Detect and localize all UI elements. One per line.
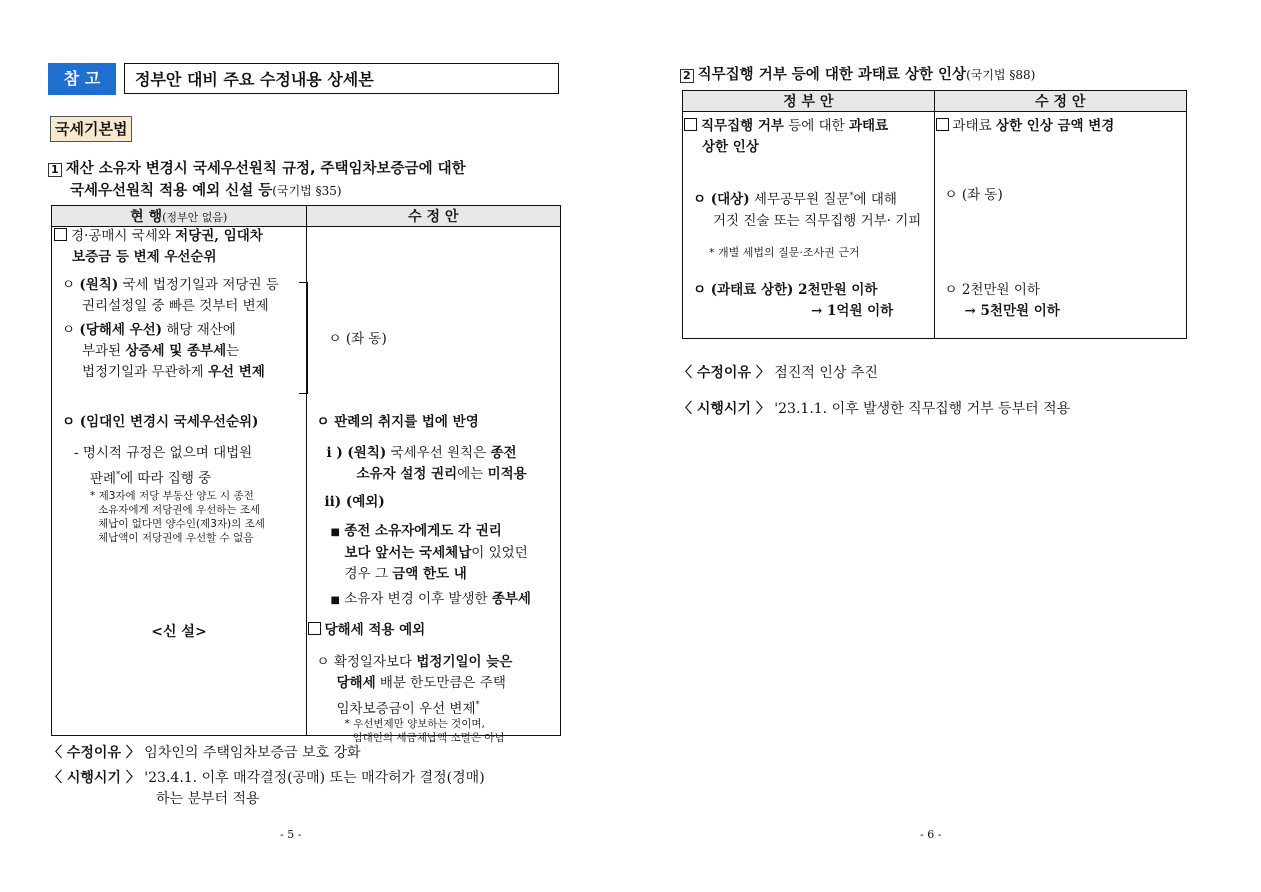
revised-exception-ii: ii) (예외) xyxy=(324,494,385,510)
reason-line-left xyxy=(48,742,361,762)
revised-deposit-priority: ㅇ 확정일자보다 법정기일이 늦은 당해세 배분 한도만큼은 주택 임차보증금이 우선 변제* xyxy=(316,654,513,717)
current-box-item: 경·공매시 국세와 저당권, 임대차 보증금 등 변제 우선순위 xyxy=(54,226,306,268)
revised-same-as-left: ㅇ (좌 동) xyxy=(944,187,1003,203)
ref-tag: 참 고 xyxy=(48,63,116,95)
revised-exception-bullet-2: ■ 소유자 변경 이후 발생한 종부세 xyxy=(330,591,531,607)
revised-reflect-precedent: ㅇ 판례의 취지를 법에 반영 xyxy=(316,414,479,430)
government-box-item: 직무집행 거부 등에 대한 과태료 상한 인상 xyxy=(684,116,932,158)
current-local-tax-priority: ㅇ (당해세 우선) 해당 재산에 부과된 상증세 및 종부세는 법정기일과 무관하게 우선 변제 xyxy=(62,322,265,380)
government-fine-cap: ㅇ (과태료 상한) 2천만원 이하 → 1억원 이하 xyxy=(693,282,894,319)
comparison-table-1 xyxy=(51,205,561,744)
revised-fine-cap: ㅇ 2천만원 이하 → 5천만원 이하 xyxy=(944,282,1060,319)
effective-text-1: '23.4.1. 이후 매각결정(공매) 또는 매각허가 결정(경매) xyxy=(144,770,485,786)
reason-label: 〈 수정이유 〉 xyxy=(48,745,140,761)
revised-cell-2 xyxy=(934,112,1187,339)
section-1-heading xyxy=(48,158,563,202)
section-ref: (국기법 §35) xyxy=(272,184,342,198)
current-principle: ㅇ (원칙) 국세 법정기일과 저당권 등 권리설정일 중 빠른 것부터 변제 xyxy=(62,277,279,314)
col-head-government: 정 부 안 xyxy=(683,91,935,112)
government-cell xyxy=(683,112,935,339)
effective-label: 〈 시행시기 〉 xyxy=(678,401,770,417)
revised-footnote: * 우선변제만 양보하는 것이며, 임대인의 세금체납액 소멸은 아님 xyxy=(344,718,505,744)
effective-label: 〈 시행시기 〉 xyxy=(48,770,140,786)
revised-box-item: 과태료 상한 인상 금액 변경 xyxy=(936,116,1186,137)
comparison-table-2 xyxy=(682,90,1187,339)
effective-text: '23.1.1. 이후 발생한 직무집행 거부 등부터 적용 xyxy=(774,401,1071,417)
section-number: 1 xyxy=(48,163,62,177)
reason-text: 점진적 인상 추진 xyxy=(774,365,878,381)
current-dash-item: - 명시적 규정은 없으며 대법원 판례*에 따라 집행 중 xyxy=(74,445,253,487)
bracket-shape xyxy=(299,282,308,394)
government-footnote: * 개별 세법의 질문·조사권 근거 xyxy=(709,246,860,259)
page-number-5: - 5 - xyxy=(280,828,302,841)
effective-text-2: 하는 분부터 적용 xyxy=(156,791,260,807)
col-head-revised: 수 정 안 xyxy=(934,91,1187,112)
effective-line-right xyxy=(678,398,1070,418)
current-footnote: * 제3자에 저당 부동산 양도 시 종전 소유자에게 저당권에 우선하는 조세 체납이 없다면 양수인(제3자)의 조세 체납액이 저당권에 우선할 수 없음 xyxy=(90,490,265,544)
square-bullet-icon xyxy=(308,622,321,635)
law-tag: 국세기본법 xyxy=(50,116,132,142)
current-landlord-change: ㅇ (임대인 변경시 국세우선순위) xyxy=(62,414,259,430)
government-target: ㅇ (대상) 세무공무원 질문*에 대해 거짓 진술 또는 직무집행 거부· 기피 xyxy=(693,191,922,229)
revised-exception-bullet-1: ■ 종전 소유자에게도 각 권리 보다 앞서는 국세체납이 있었던 경우 그 금액 한도 내 xyxy=(330,523,528,582)
effective-line-left xyxy=(48,768,485,810)
revised-principle-i: i ) (원칙) 국세우선 원칙은 종전 소유자 설정 권리에는 미적용 xyxy=(326,445,527,482)
revised-box-item-2: 당해세 적용 예외 xyxy=(308,620,426,641)
page-number-6: - 6 - xyxy=(920,828,942,841)
col-head-current: 현 행(정부안 없음) xyxy=(52,206,307,227)
section-title-line2: 국세우선원칙 적용 예외 신설 등 xyxy=(70,183,273,199)
revised-cell xyxy=(306,227,561,744)
section-2-heading: 2 직무집행 거부 등에 대한 과태료 상한 인상(국기법 §88) xyxy=(680,63,1035,84)
square-bullet-icon xyxy=(936,118,949,131)
square-bullet-icon xyxy=(684,118,697,131)
page-title: 정부안 대비 주요 수정내용 상세본 xyxy=(124,63,559,94)
col-head-revised: 수 정 안 xyxy=(306,206,561,227)
reason-text: 임차인의 주택임차보증금 보호 강화 xyxy=(144,745,361,761)
section-title-line1: 재산 소유자 변경시 국세우선원칙 규정, 주택임차보증금에 대한 xyxy=(65,161,466,177)
square-bullet-icon xyxy=(54,228,67,241)
current-cell xyxy=(52,227,307,736)
revised-same-as-left: ㅇ (좌 동) xyxy=(328,331,387,347)
section-number: 2 xyxy=(680,69,694,83)
reason-line-right xyxy=(678,362,878,382)
new-provision-label: <신 설> xyxy=(151,624,207,640)
reason-label: 〈 수정이유 〉 xyxy=(678,365,770,381)
